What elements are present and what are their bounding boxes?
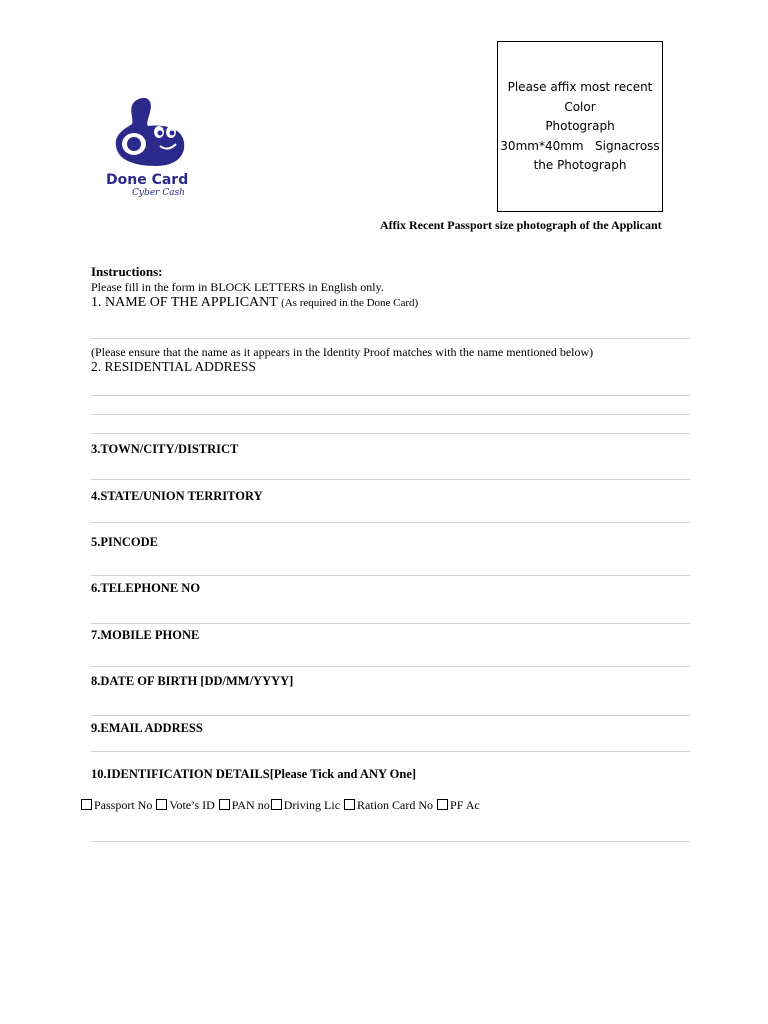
email-label: 9.EMAIL ADDRESS (91, 721, 203, 735)
telephone-input-line[interactable] (91, 623, 690, 624)
pan-checkbox[interactable] (219, 799, 230, 810)
town-label: 3.TOWN/CITY/DISTRICT (91, 442, 239, 456)
id-option-label: Ration Card No (357, 798, 434, 812)
photo-affix-box (497, 41, 663, 212)
ration-card-checkbox[interactable] (344, 799, 355, 810)
id-option-label: PAN no (231, 798, 270, 812)
address-input-line-3[interactable] (91, 433, 690, 434)
voter-id-checkbox[interactable] (156, 799, 167, 810)
photo-box-text (498, 78, 662, 176)
photo-line: 30mm*40mm Signacross (500, 138, 660, 153)
identification-label: 10.IDENTIFICATION DETAILS[Please Tick and ANY One] (91, 767, 417, 781)
state-input-line[interactable] (91, 522, 690, 523)
id-option-label: PF Ac (450, 798, 480, 812)
address-input-line-2[interactable] (91, 414, 690, 415)
identification-input-line[interactable] (91, 841, 690, 842)
dob-input-line[interactable] (91, 715, 690, 716)
email-input-line[interactable] (91, 751, 690, 752)
logo-brand-text: Done Card (106, 172, 189, 188)
name-note: (As required in the Done Card) (281, 297, 419, 309)
driving-licence-checkbox[interactable] (271, 799, 282, 810)
affix-caption: Affix Recent Passport size photograph of the Applicant (380, 218, 662, 232)
address-input-line-1[interactable] (91, 395, 690, 396)
mobile-label: 7.MOBILE PHONE (91, 628, 200, 642)
name-label: 1. NAME OF THE APPLICANT (91, 295, 278, 310)
name-hint: (Please ensure that the name as it appears in the Identity Proof matches with the name mentioned below) (91, 345, 594, 359)
photo-line: Color (564, 99, 596, 114)
address-label: 2. RESIDENTIAL ADDRESS (91, 359, 256, 374)
done-card-logo (104, 94, 204, 198)
photo-line: the Photograph (533, 158, 627, 172)
passport-checkbox[interactable] (81, 799, 92, 810)
instructions-text: Please fill in the form in BLOCK LETTERS in English only. (91, 280, 384, 294)
id-options-row (80, 798, 480, 813)
photo-line: Photograph (545, 119, 615, 133)
pincode-input-line[interactable] (91, 575, 690, 576)
id-option-label: Driving Lic (283, 798, 341, 812)
name-field-label (91, 295, 418, 311)
photo-line: Please affix most recent (507, 80, 653, 94)
id-option-label: Passport No (94, 798, 153, 812)
pf-account-checkbox[interactable] (437, 799, 448, 810)
instructions-heading: Instructions: (91, 264, 163, 279)
state-label: 4.STATE/UNION TERRITORY (91, 489, 263, 503)
town-input-line[interactable] (91, 479, 690, 480)
pincode-label: 5.PINCODE (91, 535, 159, 549)
dob-label: 8.DATE OF BIRTH [DD/MM/YYYY] (91, 674, 294, 688)
logo-tagline-text: Cyber Cash (132, 188, 185, 198)
mobile-input-line[interactable] (91, 666, 690, 667)
name-input-line[interactable] (91, 338, 690, 339)
thumbs-up-mascot-icon (104, 94, 204, 198)
id-option-label: Vote’s ID (169, 798, 215, 812)
telephone-label: 6.TELEPHONE NO (91, 581, 201, 595)
